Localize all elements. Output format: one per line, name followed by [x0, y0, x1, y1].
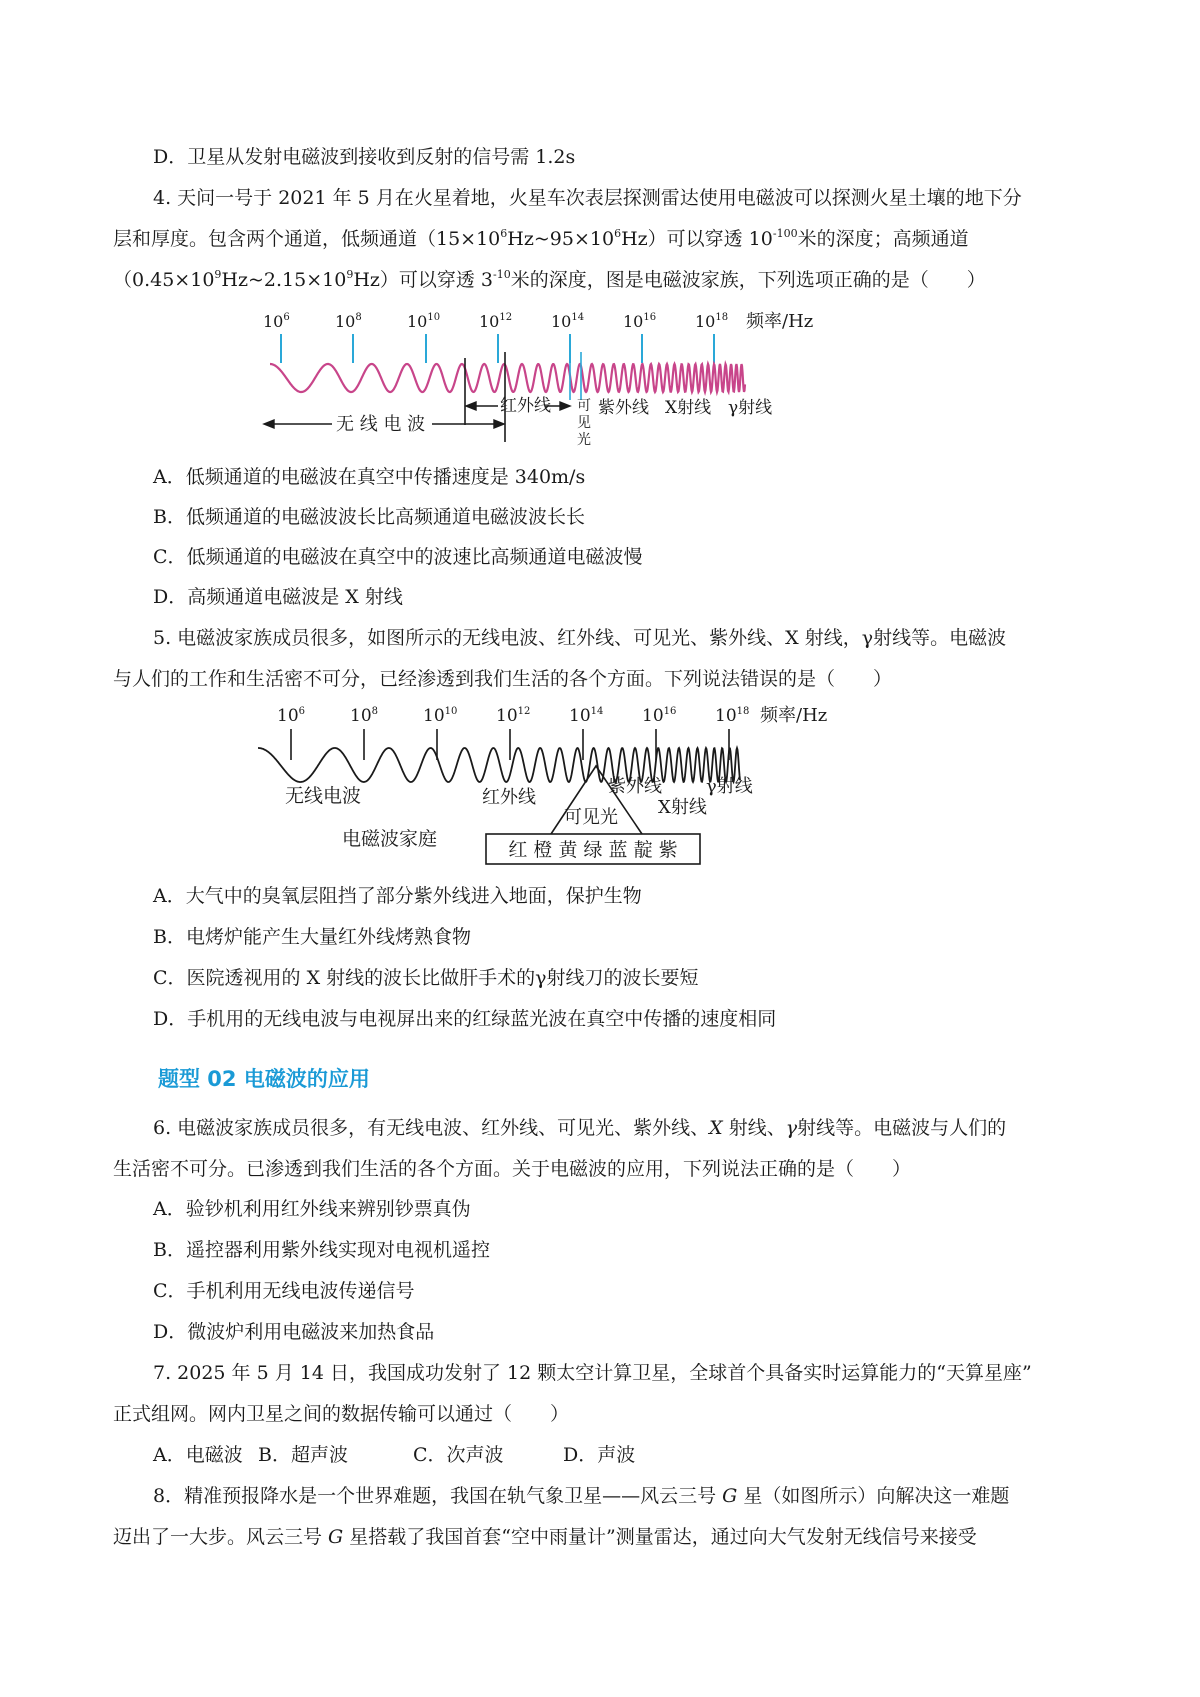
- q4-option-b: B．低频通道的电磁波波长比高频通道电磁波波长长: [153, 506, 585, 528]
- f2-tick-marks: [291, 729, 729, 760]
- f1-tick-marks: [281, 334, 714, 363]
- f2-tick-12: $10^{12}$: [496, 706, 531, 726]
- f2-color-box: [486, 834, 700, 864]
- f1-infrared-label: 红外线: [500, 396, 551, 416]
- f1-tick-14: $10^{14}$: [551, 312, 585, 331]
- f1-visible-char-2: 见: [577, 415, 591, 431]
- f1-tick-18: $10^{18}$: [695, 312, 729, 331]
- q4-option-a: A．低频通道的电磁波在真空中传播速度是 340m/s: [153, 466, 586, 488]
- q3-option-d: D．卫星从发射电磁波到接收到反射的信号需 1.2s: [153, 146, 576, 168]
- f2-tick-10: $10^{10}$: [423, 706, 458, 726]
- f2-tick-8: $10^8$: [350, 706, 379, 726]
- figure2-tick-labels: [277, 706, 749, 726]
- f1-visible-boundaries: [570, 352, 581, 400]
- q6-line-1: 6. 电磁波家族成员很多，有无线电波、红外线、可见光、紫外线、X 射线、γ射线等。电磁波与人们的: [153, 1117, 1007, 1139]
- section-heading: 题型 02 电磁波的应用: [158, 1067, 370, 1091]
- q6-option-c: C．手机利用无线电波传递信号: [153, 1280, 415, 1302]
- f1-wave: [270, 364, 745, 392]
- q6-option-b: B．遥控器利用紫外线实现对电视机遥控: [153, 1239, 490, 1261]
- f1-boundaries: [465, 352, 505, 442]
- q5-option-c: C．医院透视用的 X 射线的波长比做肝手术的γ射线刀的波长要短: [153, 967, 699, 989]
- q4-line-1: 4. 天问一号于 2021 年 5 月在火星着地，火星车次表层探测雷达使用电磁波可以探测火星土壤的地下分: [153, 187, 1022, 209]
- f2-colors-label: 红 橙 黄 绿 蓝 靛 紫: [508, 839, 678, 861]
- q6-line-2: 生活密不可分。已渗透到我们生活的各个方面。关于电磁波的应用，下列说法正确的是（ ）: [113, 1158, 912, 1180]
- f1-radio-label: 无 线 电 波: [336, 414, 426, 435]
- q7-line-1: 7. 2025 年 5 月 14 日，我国成功发射了 12 颗太空计算卫星，全球首个具备实时运算能力的“天算星座”: [153, 1362, 1032, 1384]
- f1-ultraviolet-label: 紫外线: [598, 398, 649, 418]
- q7-option-b: B．超声波: [258, 1444, 348, 1466]
- f2-tick-14: $10^{14}$: [569, 706, 604, 726]
- q5-option-d: D．手机用的无线电波与电视屏出来的红绿蓝光波在真空中传播的速度相同: [153, 1008, 777, 1030]
- f1-axis-label: 频率/Hz: [746, 311, 814, 332]
- f1-tick-10: $10^{10}$: [407, 312, 441, 331]
- f1-xray-label: X射线: [665, 398, 712, 418]
- q4-option-c: C．低频通道的电磁波在真空中的波速比高频通道电磁波慢: [153, 546, 643, 568]
- f2-gamma-label: γ射线: [706, 776, 753, 797]
- q4-line-2: 层和厚度。包含两个通道，低频通道$(15\times 10^6Hz\sim 95\times 10^6Hz)$可以穿透 $10^{-100}$米的深度；高频通道: [113, 226, 969, 250]
- f1-visible-char-1: 可: [577, 398, 591, 414]
- f1-tick-8: $10^8$: [335, 312, 362, 331]
- q5-option-b: B．电烤炉能产生大量红外线烤熟食物: [153, 926, 471, 948]
- f1-infrared-arrow: [466, 402, 570, 410]
- q8-line-1: 8．精准预报降水是一个世界难题，我国在轨气象卫星——风云三号 G 星（如图所示）向解决这一难题: [153, 1485, 1010, 1507]
- q4-line-3: $(0.45\times 10^9Hz\sim 2.15\times 10^9Hz)$可以穿透 $3^{-10}$米的深度，图是电磁波家族，下列选项正确的是（ ）: [113, 267, 986, 291]
- f2-axis-label: 频率/Hz: [760, 705, 828, 726]
- f2-xray-label: X射线: [658, 797, 707, 818]
- f2-tick-18: $10^{18}$: [715, 706, 750, 726]
- f1-gamma-label: γ射线: [728, 398, 773, 418]
- q7-line-2: 正式组网。网内卫星之间的数据传输可以通过（ ）: [113, 1403, 570, 1425]
- q6-option-d: D．微波炉利用电磁波来加热食品: [153, 1321, 435, 1343]
- f2-tick-16: $10^{16}$: [642, 706, 677, 726]
- q5-line-1: 5. 电磁波家族成员很多，如图所示的无线电波、红外线、可见光、紫外线、X 射线，γ射线等。电磁波: [153, 627, 1007, 649]
- f1-tick-12: $10^{12}$: [479, 312, 513, 331]
- f2-wave: [258, 748, 740, 782]
- q5-option-a: A．大气中的臭氧层阻挡了部分紫外线进入地面，保护生物: [153, 885, 642, 907]
- q7-option-d: D．声波: [563, 1444, 636, 1466]
- f2-infrared-label: 红外线: [482, 787, 536, 808]
- f2-family-label: 电磁波家庭: [342, 828, 438, 850]
- f1-tick-16: $10^{16}$: [623, 312, 657, 331]
- q8-line-2: 迈出了一大步。风云三号 G 星搭载了我国首套“空中雨量计”测量雷达，通过向大气发射无线信号来接受: [113, 1526, 977, 1548]
- q6-option-a: A．验钞机利用红外线来辨别钞票真伪: [153, 1198, 471, 1220]
- f2-visible-triangle: [551, 766, 642, 834]
- f2-ultraviolet-label: 紫外线: [608, 776, 662, 797]
- f1-tick-6: $10^6$: [263, 312, 290, 331]
- f2-radio-label: 无线电波: [285, 785, 362, 807]
- q7-option-a: A．电磁波: [153, 1444, 243, 1466]
- f1-radio-arrow: [264, 420, 504, 428]
- f2-tick-6: $10^6$: [277, 706, 306, 726]
- q7-option-c: C．次声波: [413, 1444, 504, 1466]
- q4-option-d: D．高频通道电磁波是 X 射线: [153, 586, 403, 608]
- f1-visible-char-3: 光: [577, 432, 591, 448]
- q7-options: [153, 1443, 635, 1467]
- q5-line-2: 与人们的工作和生活密不可分，已经渗透到我们生活的各个方面。下列说法错误的是（ ）: [113, 668, 893, 690]
- figure1-tick-labels: [263, 312, 728, 331]
- f2-visible-label: 可见光: [564, 807, 618, 828]
